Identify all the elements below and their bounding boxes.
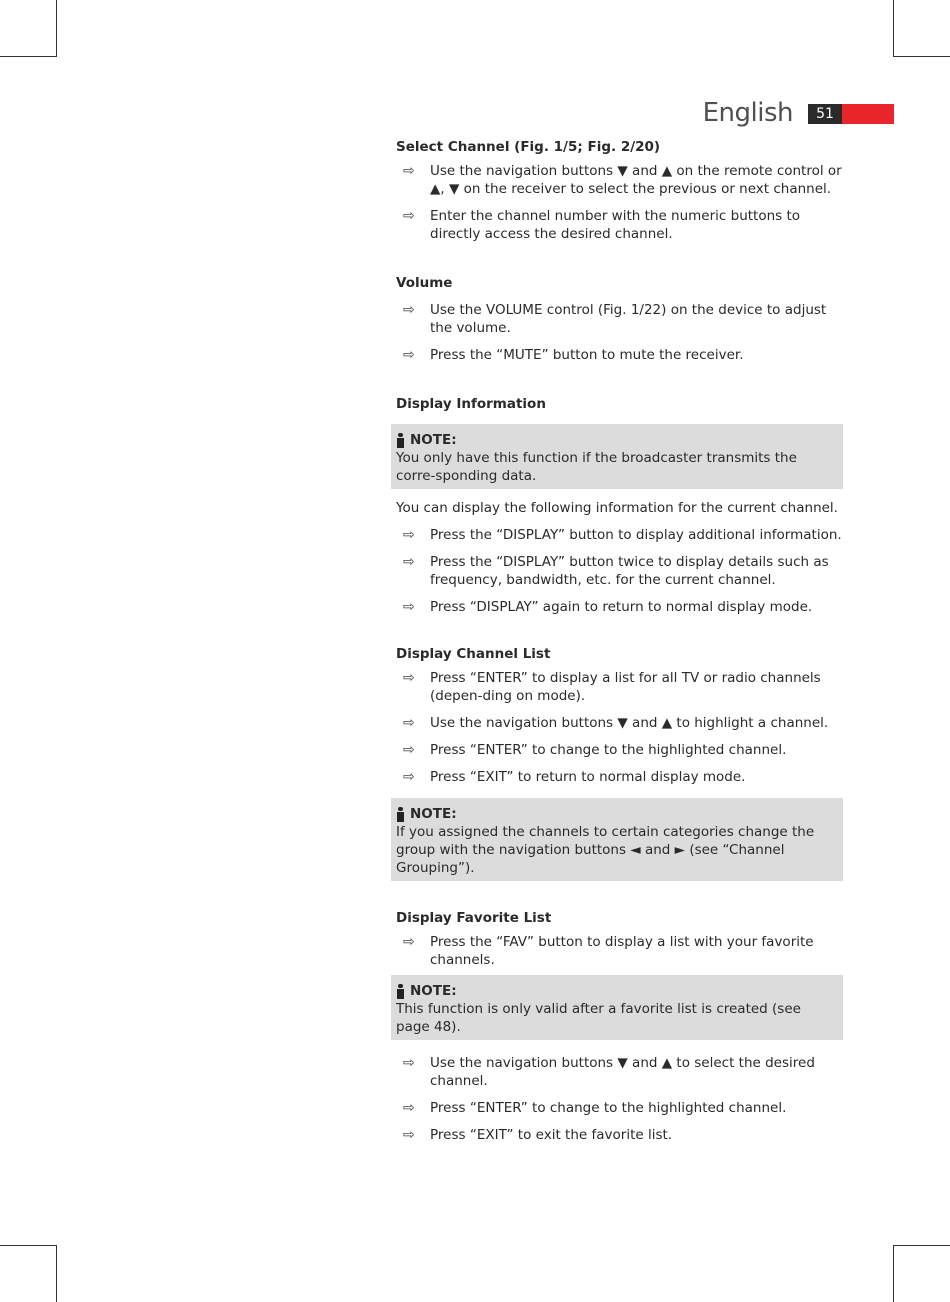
note-title-row: [396, 431, 837, 449]
section-heading: Display Favorite List: [396, 910, 552, 926]
section-heading: Display Channel List: [396, 646, 551, 662]
section-heading: Volume: [396, 275, 453, 291]
note-text: You only have this function if the broadcaster transmits the corre-sponding data.: [396, 450, 797, 484]
note-title: NOTE:: [410, 432, 457, 448]
list-item-text: Enter the channel number with the numeric buttons to directly access the desired channel.: [430, 208, 801, 242]
section-heading: Select Channel (Fig. 1/5; Fig. 2/20): [396, 139, 661, 155]
note-text: This function is only valid after a favorite list is created (see page 48).: [396, 1001, 801, 1035]
note-box: [391, 975, 843, 1040]
crop-mark: [0, 56, 57, 57]
list-item: [391, 162, 843, 198]
list-item-text: Press “DISPLAY” again to return to normal display mode.: [430, 599, 813, 615]
section-display-favorite-list: [391, 909, 843, 1144]
language-label: English: [702, 98, 793, 128]
list-item-text: Press the “DISPLAY” button twice to display details such as frequency, bandwidth, etc. for the current channel.: [430, 554, 829, 588]
section-heading: Display Information: [396, 396, 546, 412]
info-icon: [396, 433, 405, 448]
info-icon: [396, 984, 405, 999]
list-item-text: Press “ENTER” to display a list for all TV or radio channels (depen-ding on mode).: [430, 670, 821, 704]
list-item-text: Use the navigation buttons ▼ and ▲ on the remote control or ▲, ▼ on the receiver to select the previous or next channel.: [430, 163, 842, 197]
section-display-information: [391, 395, 843, 616]
arrow-right-outline-icon: ⇨: [403, 347, 415, 363]
page-header: [600, 96, 894, 136]
page-tab: [808, 104, 894, 124]
list-item-text: Press the “FAV” button to display a list with your favorite channels.: [430, 934, 814, 968]
crop-mark: [893, 0, 894, 57]
section-select-channel: [391, 138, 843, 243]
list-item: [391, 1126, 843, 1144]
section-volume: [391, 274, 843, 364]
list-item-text: Use the VOLUME control (Fig. 1/22) on the device to adjust the volume.: [430, 302, 827, 336]
section-display-channel-list: [391, 645, 843, 881]
arrow-right-outline-icon: ⇨: [403, 934, 415, 950]
list-item: [391, 768, 843, 786]
arrow-right-outline-icon: ⇨: [403, 163, 415, 179]
list-item: [391, 741, 843, 759]
list-item-text: Press the “DISPLAY” button to display additional information.: [430, 527, 842, 543]
list-item: [391, 714, 843, 732]
arrow-right-outline-icon: ⇨: [403, 554, 415, 570]
list-item-text: Press “ENTER” to change to the highlighted channel.: [430, 742, 787, 758]
arrow-right-outline-icon: ⇨: [403, 742, 415, 758]
list-item: [391, 1099, 843, 1117]
crop-mark: [0, 1245, 57, 1246]
arrow-right-outline-icon: ⇨: [403, 527, 415, 543]
list-item: [391, 526, 843, 544]
list-item: [391, 207, 843, 243]
list-item: [391, 553, 843, 589]
note-title: NOTE:: [410, 983, 457, 999]
list-item: [391, 598, 843, 616]
page-number: 51: [808, 104, 842, 124]
note-text: If you assigned the channels to certain categories change the group with the navigation buttons ◄ and ► (see “Channel Grouping”).: [396, 824, 815, 876]
list-item-text: Press “ENTER” to change to the highlighted channel.: [430, 1100, 787, 1116]
note-box: [391, 424, 843, 489]
arrow-right-outline-icon: ⇨: [403, 670, 415, 686]
arrow-right-outline-icon: ⇨: [403, 715, 415, 731]
crop-mark: [56, 1245, 57, 1302]
arrow-right-outline-icon: ⇨: [403, 599, 415, 615]
list-item-text: Press the “MUTE” button to mute the receiver.: [430, 347, 744, 363]
list-item: [391, 301, 843, 337]
crop-mark: [56, 0, 57, 57]
list-item: [391, 346, 843, 364]
list-item-text: Press “EXIT” to exit the favorite list.: [430, 1127, 673, 1143]
list-item: [391, 669, 843, 705]
arrow-right-outline-icon: ⇨: [403, 1100, 415, 1116]
intro-paragraph: You can display the following information for the current channel.: [396, 500, 838, 516]
arrow-right-outline-icon: ⇨: [403, 208, 415, 224]
list-item: [391, 933, 843, 969]
page-content: [391, 138, 843, 1153]
list-item-text: Press “EXIT” to return to normal display mode.: [430, 769, 746, 785]
crop-mark: [893, 1245, 950, 1246]
note-title: NOTE:: [410, 806, 457, 822]
arrow-right-outline-icon: ⇨: [403, 769, 415, 785]
list-item-text: Use the navigation buttons ▼ and ▲ to select the desired channel.: [430, 1055, 815, 1089]
list-item-text: Use the navigation buttons ▼ and ▲ to highlight a channel.: [430, 715, 829, 731]
note-title-row: [396, 982, 837, 1000]
arrow-right-outline-icon: ⇨: [403, 1127, 415, 1143]
list-item: [391, 1054, 843, 1090]
note-box: [391, 798, 843, 881]
info-icon: [396, 807, 405, 822]
crop-mark: [893, 1245, 894, 1302]
crop-mark: [893, 56, 950, 57]
note-title-row: [396, 805, 837, 823]
arrow-right-outline-icon: ⇨: [403, 302, 415, 318]
arrow-right-outline-icon: ⇨: [403, 1055, 415, 1071]
